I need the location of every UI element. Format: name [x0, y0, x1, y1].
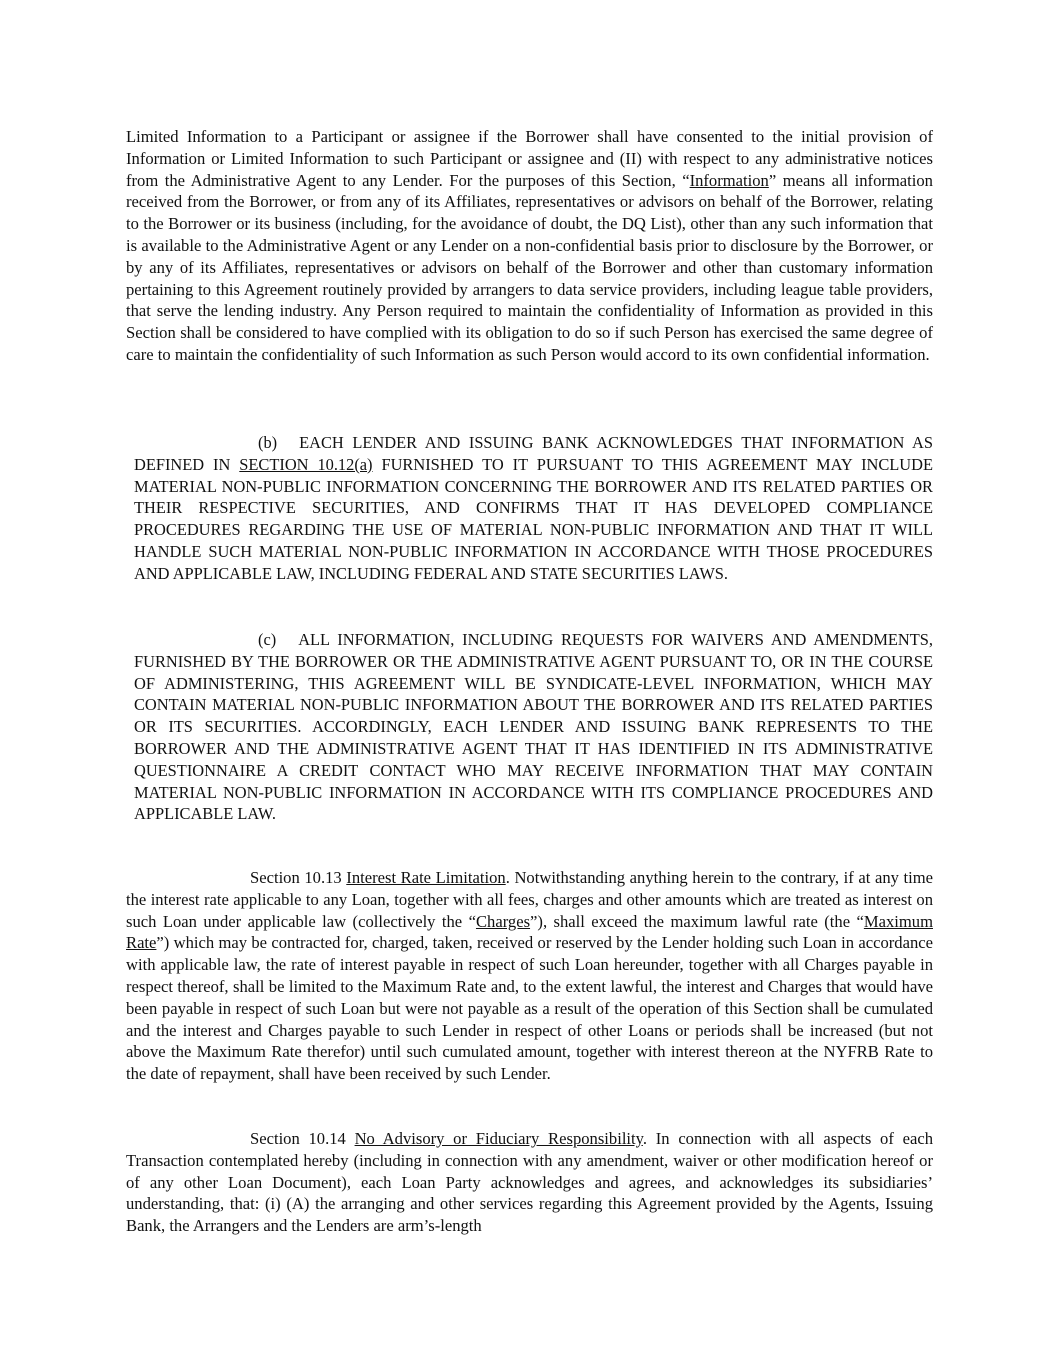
- section-10-13-interest-rate-limitation: [126, 867, 933, 1085]
- pb-text-2: FURNISHED TO IT PURSUANT TO THIS AGREEMENT MAY INCLUDE MATERIAL NON-PUBLIC INFORMATION CONCERNING THE BORROWER AND ITS RELATED PARTIES OR THEIR RESPECTIVE SECURITIES, AND CONFIRMS THAT IT HAS DEVELOPED COMPLIANCE PROCEDURES REGARDING THE USE OF MATERIAL NON-PUBLIC INFORMATION AND THAT IT WILL HANDLE SUCH MATERIAL NON-PUBLIC INFORMATION IN ACCORDANCE WITH THOSE PROCEDURES AND APPLICABLE LAW, INCLUDING FEDERAL AND STATE SECURITIES LAWS.: [134, 454, 933, 583]
- section-10-13-number: Section 10.13: [250, 868, 347, 887]
- defined-term-information: Information: [689, 170, 769, 190]
- p1-text-2: ” means all information received from the Borrower, or from any of its Affiliates, representatives or advisors on behalf of the Borrower, relating to the Borrower or its business (including, for the avoidance of doubt, the DQ List), other than any such information that is available to the Administrative Agent or any Lender on a non-confidential basis prior to disclosure by the Borrower, or by any of its Affiliates, representatives or advisors on behalf of the Borrower and other than customary information pertaining to this Agreement routinely provided by arrangers to data service providers, including league table providers, that serve the lending industry. Any Person required to maintain the confidentiality of Information as provided in this Section shall be considered to have complied with its obligation to do so if such Person has exercised the same degree of care to maintain the confidentiality of such Information as such Person would accord to its own confidential information.: [126, 170, 933, 364]
- paragraph-information-definition: [126, 126, 933, 366]
- p1-text-1: Limited Information to a Participant or assignee if the Borrower shall have consented to the initial provision of Information or Limited Information to such Participant or assignee and (II) with respect to any administrative notices from the Administrative Agent to any Lender. For the purposes of this Section, “: [126, 127, 933, 190]
- section-10-14-number: Section 10.14: [250, 1129, 355, 1148]
- defined-term-maximum-rate: Maximum Rate: [126, 911, 933, 953]
- paragraph-c-syndicate-information: [134, 629, 933, 825]
- paragraph-b-label: (b): [258, 433, 278, 452]
- paragraph-c-label: (c): [258, 630, 277, 649]
- s13-text-3: ”) which may be contracted for, charged, taken, received or reserved by the Lender holding such Loan in accordance with applicable law, the rate of interest payable in respect of such Loan hereunder, together with all Charges payable in respect thereof, shall be limited to the Maximum Rate and, to the extent lawful, the interest and Charges that would have been payable in respect of such Loan but were not payable as a result of the operation of this Section shall be cumulated and the interest and Charges payable to such Lender in respect of other Loans or periods shall be increased (but not above the Maximum Rate therefor) until such cumulated amount, together with interest thereon at the NYFRB Rate to the date of repayment, shall have been received by such Lender.: [126, 933, 933, 1084]
- section-10-13-title: Interest Rate Limitation: [346, 868, 506, 887]
- defined-term-charges: Charges: [475, 911, 531, 931]
- s13-text-1: . Notwithstanding anything herein to the contrary, if at any time the interest rate applicable to any Loan, together with all fees, charges and other amounts which are treated as interest on such Loan under applicable law (collectively the “: [126, 868, 933, 931]
- s14-text-1: . In connection with all aspects of each Transaction contemplated hereby (including in connection with any amendment, waiver or other modification hereof or of any other Loan Document), each Loan Party acknowledges and agrees, and acknowledges its subsidiaries’ understanding, that: (i) (A) the arranging and other services regarding this Agreement provided by the Agents, Issuing Bank, the Arrangers and the Lenders are arm’s-length: [126, 1129, 934, 1236]
- pb-text-1: EACH LENDER AND ISSUING BANK ACKNOWLEDGES THAT INFORMATION AS DEFINED IN: [134, 433, 933, 474]
- section-10-14-title: No Advisory or Fiduciary Responsibility: [354, 1129, 643, 1148]
- paragraph-b-mnpi-acknowledgment: [134, 432, 933, 585]
- s13-text-2: ”), shall exceed the maximum lawful rate (the “: [530, 911, 864, 931]
- section-10-14-no-advisory-responsibility: [126, 1128, 933, 1237]
- section-reference-10-12a: SECTION 10.12(a): [239, 454, 373, 474]
- pc-text-1: ALL INFORMATION, INCLUDING REQUESTS FOR WAIVERS AND AMENDMENTS, FURNISHED BY THE BORROWER OR THE ADMINISTRATIVE AGENT PURSUANT TO, OR IN THE COURSE OF ADMINISTERING, THIS AGREEMENT WILL BE SYNDICATE-LEVEL INFORMATION, WHICH MAY CONTAIN MATERIAL NON-PUBLIC INFORMATION ABOUT THE BORROWER AND ITS RELATED PARTIES OR ITS SECURITIES. ACCORDINGLY, EACH LENDER AND ISSUING BANK REPRESENTS TO THE BORROWER AND THE ADMINISTRATIVE AGENT THAT IT HAS IDENTIFIED IN ITS ADMINISTRATIVE QUESTIONNAIRE A CREDIT CONTACT WHO MAY RECEIVE INFORMATION THAT MAY CONTAIN MATERIAL NON-PUBLIC INFORMATION IN ACCORDANCE WITH ITS COMPLIANCE PROCEDURES AND APPLICABLE LAW.: [134, 630, 933, 824]
